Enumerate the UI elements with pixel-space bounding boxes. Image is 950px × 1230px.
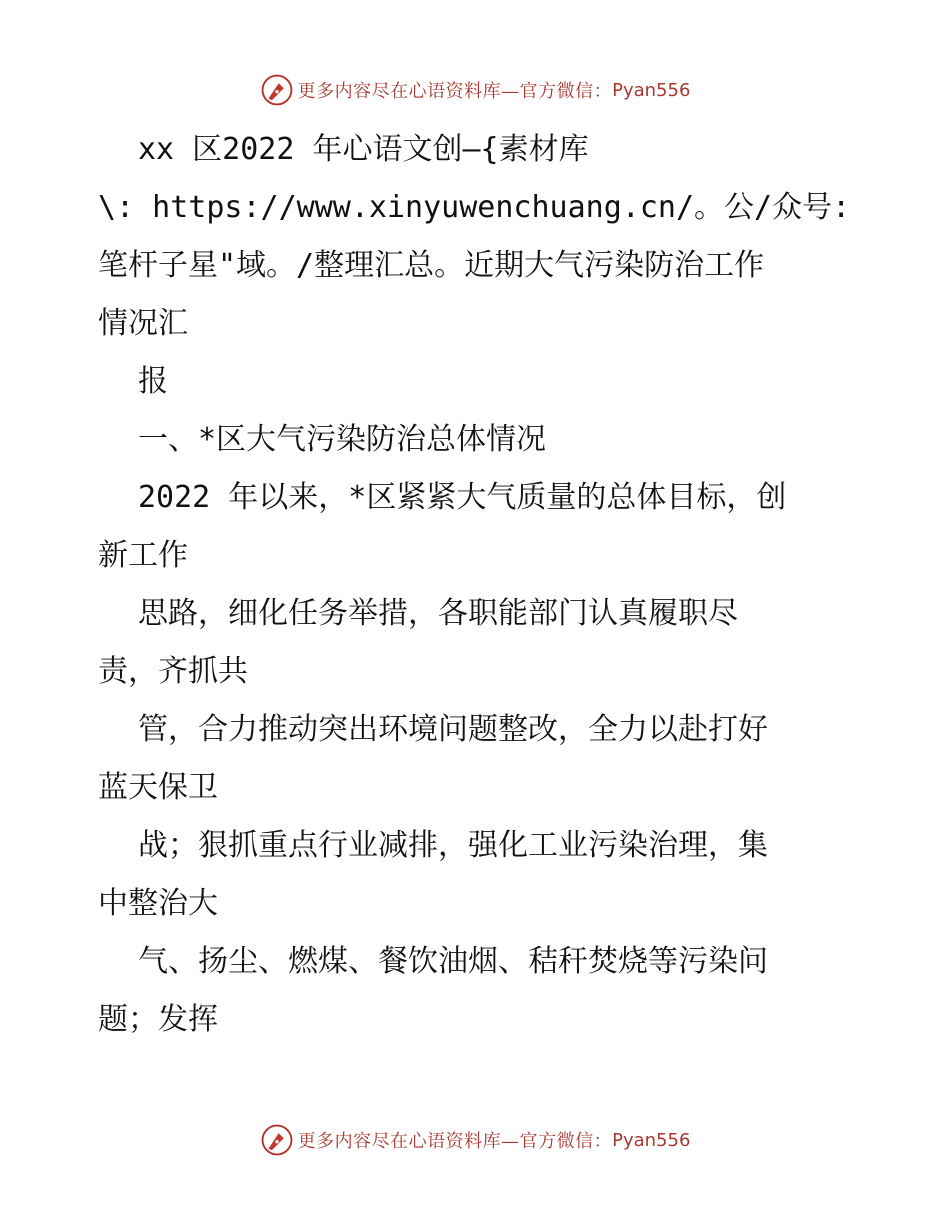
text-line: 笔杆子星"域。/整理汇总。近期大气污染防治工作 [98, 248, 765, 283]
pen-nib-logo-icon [260, 1123, 294, 1157]
pen-nib-logo-icon [260, 73, 294, 107]
text-line: 报 [138, 364, 168, 399]
text-line: 新工作 [98, 538, 188, 573]
watermark-header [0, 70, 950, 110]
text-line: 题；发挥 [98, 1002, 218, 1037]
text-line: 责，齐抓共 [98, 654, 248, 689]
watermark-wechat-id: Pyan556 [612, 1129, 691, 1151]
text-line: 管，合力推动突出环境问题整改，全力以赴打好 [138, 712, 768, 747]
watermark-text: 更多内容尽在心语资料库—官方微信： [297, 81, 613, 102]
text-line: xx 区2022 年心语文创—{素材库 [138, 132, 589, 167]
watermark-text: 更多内容尽在心语资料库—官方微信： [297, 1131, 613, 1152]
text-line: 情况汇 [98, 306, 188, 341]
text-line: 战；狠抓重点行业减排，强化工业污染治理，集 [138, 828, 768, 863]
text-line: 中整治大 [98, 886, 218, 921]
text-line: 思路，细化任务举措，各职能部门认真履职尽 [138, 596, 738, 631]
document-body [98, 121, 858, 1049]
watermark-footer [0, 1120, 950, 1160]
text-line: \: https://www.xinyuwenchuang.cn/。公/众号: [98, 190, 851, 225]
text-line: 2022 年以来，*区紧紧大气质量的总体目标，创 [138, 480, 787, 515]
watermark-wechat-id: Pyan556 [612, 79, 691, 101]
text-line: 气、扬尘、燃煤、餐饮油烟、秸秆焚烧等污染问 [138, 944, 768, 979]
text-line: 蓝天保卫 [98, 770, 218, 805]
section-heading: 一、*区大气污染防治总体情况 [138, 422, 547, 457]
